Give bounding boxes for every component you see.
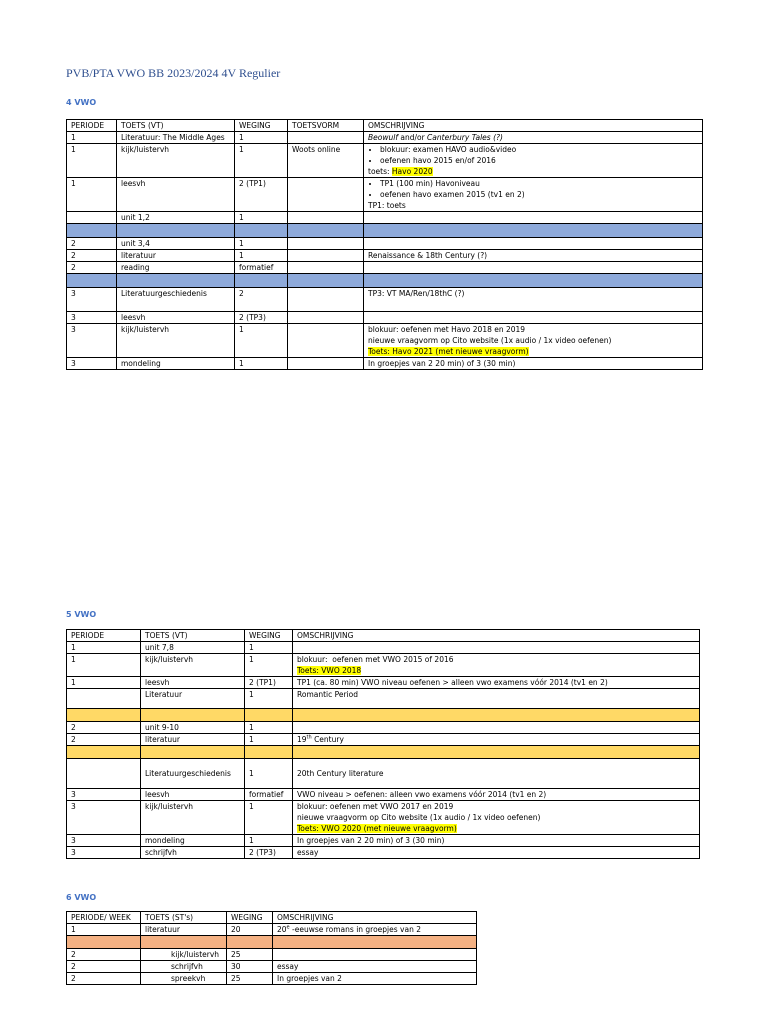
weging-cell: 1 xyxy=(245,654,293,677)
bullet-item: • TP1 (100 min) Havoniveau xyxy=(380,178,698,189)
header-cell: PERIODE xyxy=(67,120,117,132)
header-cell: PERIODE xyxy=(67,630,141,642)
periode-cell: 3 xyxy=(67,288,117,312)
weging-cell: 20 xyxy=(227,924,273,936)
toets-cell: literatuur xyxy=(141,924,227,936)
table-row xyxy=(67,358,703,370)
highlighted-text: Toets: Havo 2021 (met nieuwe vraagvorm) xyxy=(368,347,529,356)
weging-cell: 1 xyxy=(245,801,293,835)
header-cell: WEGING xyxy=(227,912,273,924)
weging-cell: 1 xyxy=(245,734,293,746)
omschrijving-italic: Beowulf xyxy=(368,133,398,142)
omschrijving-text: blokuur: oefenen met VWO 2015 of 2016 xyxy=(297,655,454,664)
weging-cell: 1 xyxy=(235,238,288,250)
toets-cell: reading xyxy=(117,262,235,274)
omschrijving-cell xyxy=(364,132,703,144)
omschrijving-text: blokuur: oefenen met Havo 2018 en 2019 xyxy=(368,325,526,334)
header-cell: OMSCHRIJVING xyxy=(293,630,700,642)
toets-cell: schrijfvh xyxy=(141,847,245,859)
omschrijving-cell: In groepjes van 2 xyxy=(273,973,477,985)
table-row xyxy=(67,178,703,212)
periode-cell: 3 xyxy=(67,324,117,358)
periode-cell xyxy=(67,212,117,224)
table-row xyxy=(67,734,700,746)
omschrijving-text: and/or xyxy=(397,133,428,142)
toets-cell: unit 3,4 xyxy=(117,238,235,250)
toetsvorm-cell xyxy=(288,312,364,324)
periode-cell: 2 xyxy=(67,973,141,985)
table-5vwo xyxy=(66,629,700,859)
toets-cell: kijk/luistervh xyxy=(117,144,235,178)
table-row xyxy=(67,847,700,859)
omschrijving-text: nieuwe vraagvorm op Cito website (1x audio / 1x video oefenen) xyxy=(297,813,541,822)
omschrijving-cell xyxy=(293,801,700,835)
omschrijving-cell xyxy=(293,642,700,654)
periode-cell: 2 xyxy=(67,238,117,250)
table-row xyxy=(67,212,703,224)
period-separator xyxy=(67,709,700,722)
periode-cell: 2 xyxy=(67,734,141,746)
document-title: PVB/PTA VWO BB 2023/2024 4V Regulier xyxy=(66,66,281,80)
toets-cell: leesvh xyxy=(117,312,235,324)
toets-cell: Literatuurgeschiedenis xyxy=(117,288,235,312)
table-header-row xyxy=(67,630,700,642)
toets-cell: literatuur xyxy=(117,250,235,262)
toets-cell: unit 7,8 xyxy=(141,642,245,654)
toetsvorm-cell xyxy=(288,132,364,144)
periode-cell: 2 xyxy=(67,250,117,262)
toets-cell: leesvh xyxy=(117,178,235,212)
toetsvorm-cell xyxy=(288,250,364,262)
weging-cell: formatief xyxy=(235,262,288,274)
omschrijving-cell: In groepjes van 2 20 min) of 3 (30 min) xyxy=(293,835,700,847)
toets-cell: leesvh xyxy=(141,677,245,689)
header-cell: TOETS (VT) xyxy=(141,630,245,642)
weging-cell: 1 xyxy=(235,144,288,178)
weging-cell: 25 xyxy=(227,949,273,961)
omschrijving-cell xyxy=(364,324,703,358)
periode-cell: 3 xyxy=(67,312,117,324)
table-row xyxy=(67,759,700,789)
table-row xyxy=(67,924,477,936)
omschrijving-text: blokuur: oefenen met VWO 2017 en 2019 xyxy=(297,802,454,811)
weging-cell: 1 xyxy=(245,759,293,789)
table-row xyxy=(67,961,477,973)
toets-cell: Literatuur: The Middle Ages xyxy=(117,132,235,144)
omschrijving-cell xyxy=(364,178,703,212)
periode-cell: 2 xyxy=(67,949,141,961)
table-row xyxy=(67,238,703,250)
toets-cell: literatuur xyxy=(141,734,245,746)
weging-cell: 2 (TP3) xyxy=(235,312,288,324)
bullet-list xyxy=(368,178,698,200)
table-6vwo xyxy=(66,911,477,985)
header-cell: TOETSVORM xyxy=(288,120,364,132)
toetsvorm-cell xyxy=(288,212,364,224)
table-row xyxy=(67,654,700,677)
periode-cell: 3 xyxy=(67,801,141,835)
header-cell: OMSCHRIJVING xyxy=(364,120,703,132)
weging-cell: 2 (TP1) xyxy=(235,178,288,212)
omschrijving-cell xyxy=(273,924,477,936)
bullet-item: • oefenen havo 2015 en/of 2016 xyxy=(380,155,698,166)
table-header-row xyxy=(67,912,477,924)
header-cell: WEGING xyxy=(245,630,293,642)
periode-cell xyxy=(67,689,141,709)
weging-cell: 30 xyxy=(227,961,273,973)
periode-cell: 1 xyxy=(67,642,141,654)
omschrijving-text: nieuwe vraagvorm op Cito website (1x audio / 1x video oefenen) xyxy=(368,336,612,345)
periode-cell: 1 xyxy=(67,654,141,677)
weging-cell: 1 xyxy=(235,324,288,358)
omschrijving-cell: TP1 (ca. 80 min) VWO niveau oefenen > alleen vwo examens vóór 2014 (tv1 en 2) xyxy=(293,677,700,689)
periode-cell xyxy=(67,759,141,789)
period-separator xyxy=(67,274,703,288)
weging-cell: 1 xyxy=(235,358,288,370)
toets-cell: unit 9-10 xyxy=(141,722,245,734)
weging-cell: 1 xyxy=(235,250,288,262)
header-cell: PERIODE/ WEEK xyxy=(67,912,141,924)
header-cell: OMSCHRIJVING xyxy=(273,912,477,924)
periode-cell: 3 xyxy=(67,358,117,370)
omschrijving-cell: 20th Century literature xyxy=(293,759,700,789)
weging-cell: 2 xyxy=(235,288,288,312)
weging-cell: formatief xyxy=(245,789,293,801)
toetsvorm-cell xyxy=(288,238,364,250)
toets-cell: kijk/luistervh xyxy=(141,949,227,961)
bullet-item: • oefenen havo examen 2015 (tv1 en 2) xyxy=(380,189,698,200)
omschrijving-cell xyxy=(364,144,703,178)
periode-cell: 1 xyxy=(67,144,117,178)
omschrijving-text: 20 xyxy=(277,925,287,934)
periode-cell: 2 xyxy=(67,722,141,734)
weging-cell: 1 xyxy=(245,722,293,734)
highlighted-text: Havo 2020 xyxy=(391,167,433,176)
table-row xyxy=(67,677,700,689)
omschrijving-cell: essay xyxy=(273,961,477,973)
table-row xyxy=(67,324,703,358)
toets-cell: kijk/luistervh xyxy=(141,801,245,835)
omschrijving-text: TP1: toets xyxy=(368,201,406,210)
period-separator xyxy=(67,746,700,759)
toetsvorm-cell xyxy=(288,262,364,274)
toets-cell: mondeling xyxy=(117,358,235,370)
omschrijving-cell xyxy=(293,722,700,734)
table-row xyxy=(67,801,700,835)
omschrijving-cell: TP3: VT MA/Ren/18thC (?) xyxy=(364,288,703,312)
periode-cell: 1 xyxy=(67,924,141,936)
omschrijving-text: toets: xyxy=(368,167,392,176)
header-cell: WEGING xyxy=(235,120,288,132)
bullet-list xyxy=(368,144,698,166)
toetsvorm-cell xyxy=(288,288,364,312)
omschrijving-cell xyxy=(293,734,700,746)
table-header-row xyxy=(67,120,703,132)
weging-cell: 2 (TP3) xyxy=(245,847,293,859)
omschrijving-cell: Renaissance & 18th Century (?) xyxy=(364,250,703,262)
superscript-text: e xyxy=(286,924,290,931)
toetsvorm-cell xyxy=(288,358,364,370)
toets-cell: Literatuurgeschiedenis xyxy=(141,759,245,789)
periode-cell: 2 xyxy=(67,262,117,274)
highlighted-text: Toets: VWO 2018 xyxy=(297,666,362,675)
weging-cell: 2 (TP1) xyxy=(245,677,293,689)
omschrijving-italic: Canterbury Tales (?) xyxy=(427,133,503,142)
periode-cell: 1 xyxy=(67,132,117,144)
superscript-text: th xyxy=(306,734,312,741)
period-separator xyxy=(67,224,703,238)
toets-cell: unit 1,2 xyxy=(117,212,235,224)
table-4vwo xyxy=(66,119,703,370)
table-row xyxy=(67,949,477,961)
table-row xyxy=(67,144,703,178)
toetsvorm-cell xyxy=(288,324,364,358)
omschrijving-cell: In groepjes van 2 20 min) of 3 (30 min) xyxy=(364,358,703,370)
header-cell: TOETS (ST's) xyxy=(141,912,227,924)
toets-cell: mondeling xyxy=(141,835,245,847)
table-row xyxy=(67,835,700,847)
omschrijving-cell xyxy=(364,212,703,224)
weging-cell: 25 xyxy=(227,973,273,985)
toets-cell: kijk/luistervh xyxy=(141,654,245,677)
table-row xyxy=(67,262,703,274)
section-heading-5vwo: 5 VWO xyxy=(66,610,97,619)
omschrijving-cell: essay xyxy=(293,847,700,859)
weging-cell: 1 xyxy=(235,132,288,144)
table-row xyxy=(67,312,703,324)
periode-cell: 3 xyxy=(67,835,141,847)
table-row xyxy=(67,250,703,262)
table-row xyxy=(67,789,700,801)
periode-cell: 3 xyxy=(67,847,141,859)
toetsvorm-cell xyxy=(288,178,364,212)
omschrijving-text: Century xyxy=(311,735,344,744)
omschrijving-cell xyxy=(364,312,703,324)
table-row xyxy=(67,689,700,709)
weging-cell: 1 xyxy=(235,212,288,224)
header-cell: TOETS (VT) xyxy=(117,120,235,132)
omschrijving-cell xyxy=(273,949,477,961)
omschrijving-cell: Romantic Period xyxy=(293,689,700,709)
omschrijving-cell xyxy=(293,654,700,677)
omschrijving-cell xyxy=(364,238,703,250)
toets-cell: schrijfvh xyxy=(141,961,227,973)
weging-cell: 1 xyxy=(245,689,293,709)
toets-cell: spreekvh xyxy=(141,973,227,985)
period-separator xyxy=(67,936,477,949)
table-row xyxy=(67,722,700,734)
table-row xyxy=(67,132,703,144)
section-heading-4vwo: 4 VWO xyxy=(66,98,97,107)
table-row xyxy=(67,642,700,654)
toets-cell: leesvh xyxy=(141,789,245,801)
toets-cell: Literatuur xyxy=(141,689,245,709)
periode-cell: 1 xyxy=(67,178,117,212)
periode-cell: 2 xyxy=(67,961,141,973)
bullet-item: • blokuur: examen HAVO audio&video xyxy=(380,144,698,155)
weging-cell: 1 xyxy=(245,835,293,847)
omschrijving-cell: VWO niveau > oefenen: alleen vwo examens vóór 2014 (tv1 en 2) xyxy=(293,789,700,801)
toets-cell: kijk/luistervh xyxy=(117,324,235,358)
toetsvorm-cell: Woots online xyxy=(288,144,364,178)
highlighted-text: Toets: VWO 2020 (met nieuwe vraagvorm) xyxy=(297,824,457,833)
table-row xyxy=(67,973,477,985)
periode-cell: 3 xyxy=(67,789,141,801)
omschrijving-text: -eeuwse romans in groepjes van 2 xyxy=(289,925,421,934)
weging-cell: 1 xyxy=(245,642,293,654)
periode-cell: 1 xyxy=(67,677,141,689)
omschrijving-text: 19 xyxy=(297,735,307,744)
omschrijving-cell xyxy=(364,262,703,274)
table-row xyxy=(67,288,703,312)
section-heading-6vwo: 6 VWO xyxy=(66,893,97,902)
